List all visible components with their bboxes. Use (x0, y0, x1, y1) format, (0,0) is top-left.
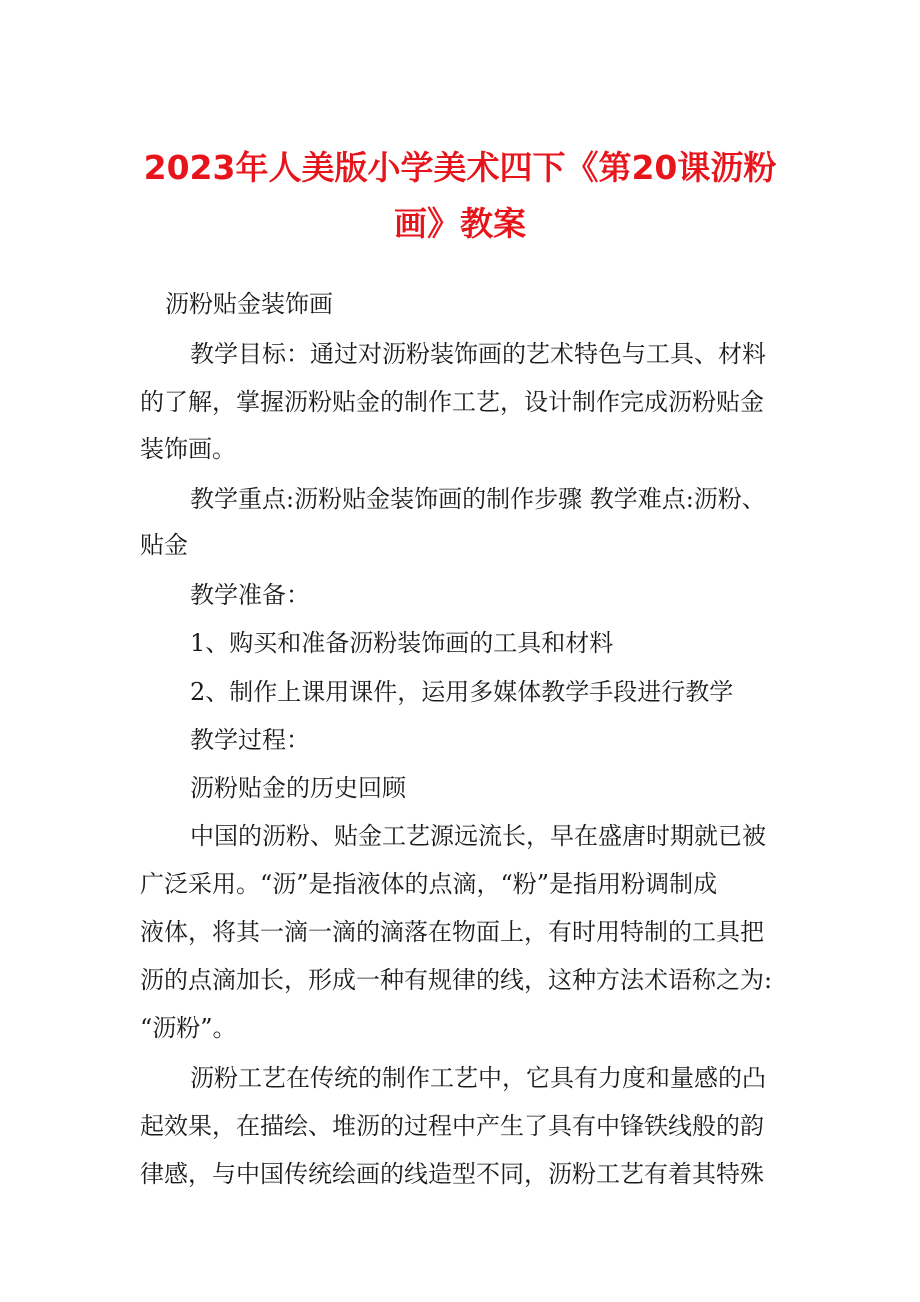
paragraph-line: 沥的点滴加长，形成一种有规律的线，这种方法术语称之为: (140, 966, 773, 994)
paragraph-line: 律感，与中国传统绘画的线造型不同，沥粉工艺有着其特殊 (140, 1160, 764, 1188)
paragraph-line: 沥粉工艺在传统的制作工艺中，它具有力度和量感的凸 (190, 1064, 766, 1092)
document-title-line-2: 画》教案 (394, 204, 526, 243)
paragraph-line: 教学目标：通过对沥粉装饰画的艺术特色与工具、材料 (190, 340, 766, 368)
paragraph-line: 贴金 (140, 531, 188, 559)
paragraph-line: 教学准备： (190, 581, 310, 609)
document-title-line-1: 2023年人美版小学美术四下《第20课沥粉 (143, 148, 777, 187)
paragraph-line: 中国的沥粉、贴金工艺源远流长，早在盛唐时期就已被 (190, 822, 766, 850)
paragraph-line: 广泛采用。“沥”是指液体的点滴，“粉”是指用粉调制成 (140, 870, 718, 898)
paragraph-line: 教学重点:沥粉贴金装饰画的制作步骤 教学难点:沥粉、 (190, 485, 766, 513)
paragraph-line: 教学过程： (190, 726, 310, 754)
paragraph-line: “沥粉”。 (140, 1014, 237, 1042)
list-item: 1、购买和准备沥粉装饰画的工具和材料 (190, 629, 614, 657)
paragraph-line: 沥粉贴金的历史回顾 (190, 774, 406, 802)
paragraph-line: 装饰画。 (140, 435, 236, 463)
paragraph-line: 液体，将其一滴一滴的滴落在物面上，有时用特制的工具把 (140, 918, 764, 946)
paragraph-line: 起效果，在描绘、堆沥的过程中产生了具有中锋铁线般的韵 (140, 1112, 764, 1140)
list-item: 2、制作上课用课件，运用多媒体教学手段进行教学 (190, 678, 734, 706)
section-heading: 沥粉贴金装饰画 (165, 290, 333, 318)
paragraph-line: 的了解，掌握沥粉贴金的制作工艺，设计制作完成沥粉贴金 (140, 388, 764, 416)
